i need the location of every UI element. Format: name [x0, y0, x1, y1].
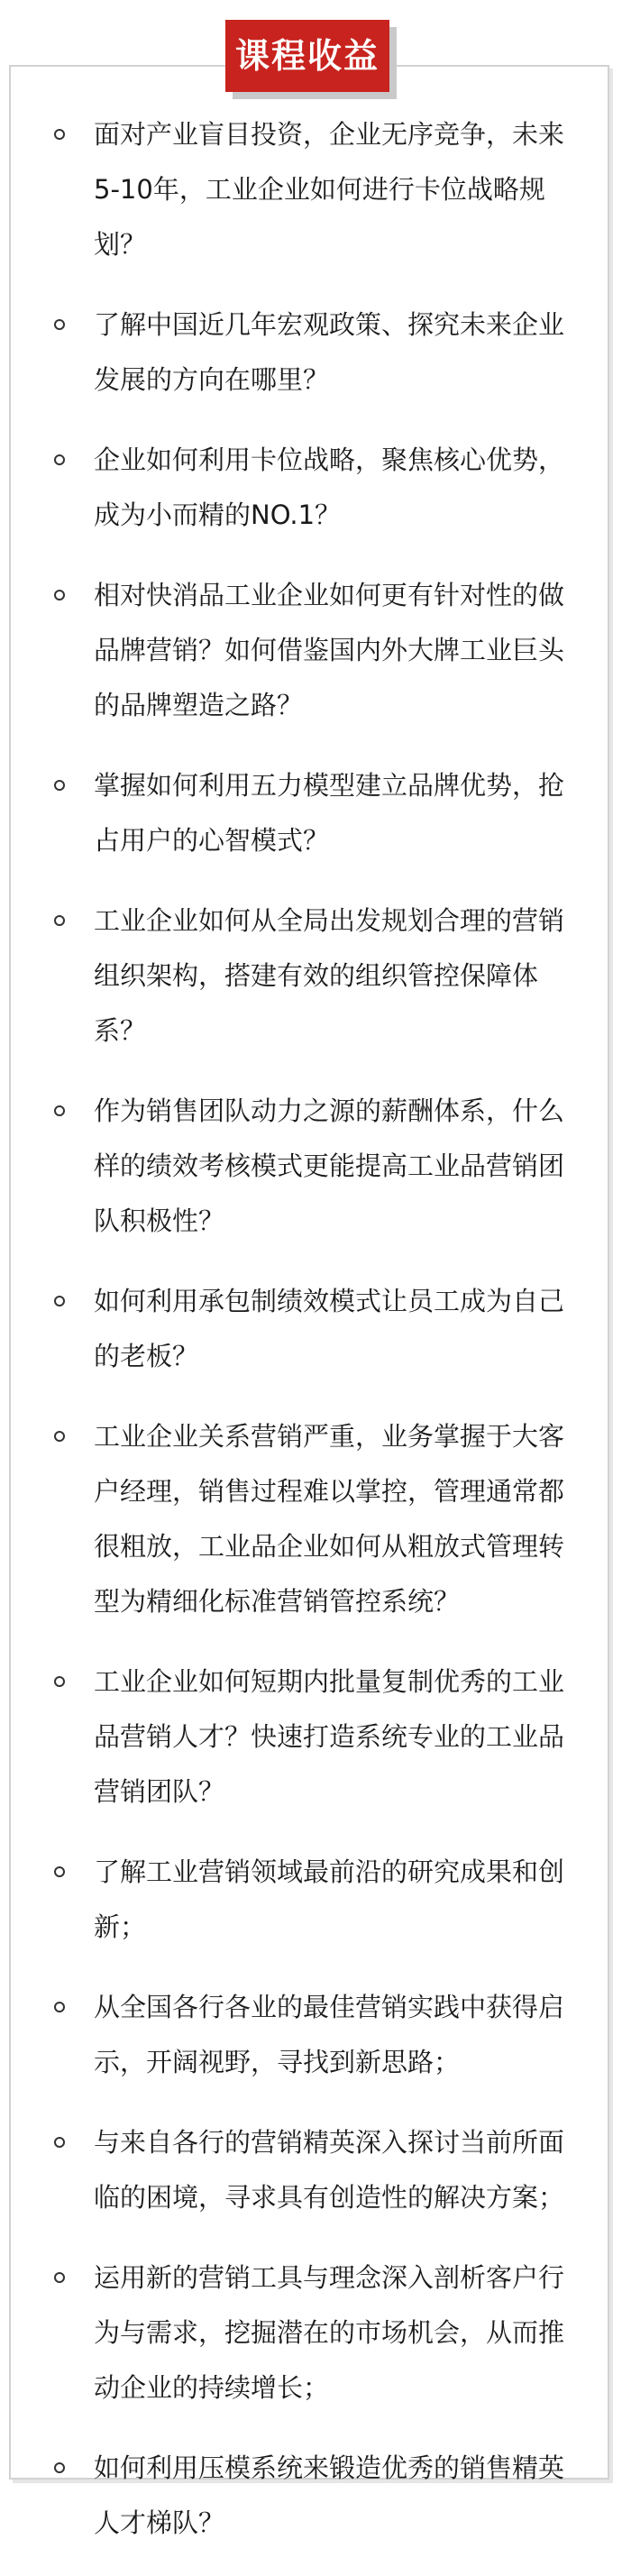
circle-bullet-icon	[54, 1431, 65, 1442]
circle-bullet-icon	[54, 780, 65, 791]
list-item	[11, 2441, 608, 2551]
list-item-text: 了解中国近几年宏观政策、探究未来企业发展的方向在哪里？	[94, 309, 565, 395]
list-item	[11, 568, 608, 733]
circle-bullet-icon	[54, 129, 65, 140]
benefits-card	[9, 65, 609, 2538]
circle-bullet-icon	[54, 1866, 65, 1877]
circle-bullet-icon	[54, 2002, 65, 2012]
list-item-text: 工业企业关系营销严重，业务掌握于大客户经理，销售过程难以掌控，管理通常都很粗放，工业品企业如何从粗放式管理转型为精细化标准营销管控系统？	[94, 1421, 565, 1617]
circle-bullet-icon	[54, 1676, 65, 1687]
section-title	[225, 20, 397, 99]
circle-bullet-icon	[54, 454, 65, 465]
list-item	[11, 2251, 608, 2416]
list-item	[11, 1084, 608, 1249]
list-item-text: 从全国各行各业的最佳营销实践中获得启示，开阔视野，寻找到新思路；	[94, 1992, 565, 2077]
circle-bullet-icon	[54, 2462, 65, 2473]
list-item-text: 工业企业如何短期内批量复制优秀的工业品营销人才？快速打造系统专业的工业品营销团队？	[94, 1666, 565, 1807]
benefits-list	[11, 107, 608, 2576]
list-item	[11, 894, 608, 1059]
list-item-text: 工业企业如何从全局出发规划合理的营销组织架构，搭建有效的组织管控保障体系？	[94, 905, 565, 1046]
list-item-text: 了解工业营销领域最前沿的研究成果和创新；	[94, 1856, 565, 1942]
list-item-text: 运用新的营销工具与理念深入剖析客户行为与需求，挖掘潜在的市场机会，从而推动企业的持续增长；	[94, 2262, 565, 2403]
circle-bullet-icon	[54, 2272, 65, 2283]
list-item-text: 如何利用压模系统来锻造优秀的销售精英人才梯队？	[94, 2452, 565, 2538]
circle-bullet-icon	[54, 590, 65, 600]
list-item	[11, 1274, 608, 1384]
list-item	[11, 1980, 608, 2090]
list-item-text: 与来自各行的营销精英深入探讨当前所面临的困境，寻求具有创造性的解决方案；	[94, 2127, 565, 2213]
circle-bullet-icon	[54, 915, 65, 926]
list-item-text: 如何利用承包制绩效模式让员工成为自己的老板？	[94, 1286, 565, 1371]
circle-bullet-icon	[54, 1105, 65, 1116]
list-item-text: 相对快消品工业企业如何更有针对性的做品牌营销？如何借鉴国内外大牌工业巨头的品牌塑造之路？	[94, 580, 565, 720]
circle-bullet-icon	[54, 319, 65, 330]
list-item-text: 企业如何利用卡位战略，聚焦核心优势，成为小而精的NO.1？	[94, 445, 565, 530]
circle-bullet-icon	[54, 2137, 65, 2148]
list-item-text: 面对产业盲目投资，企业无序竞争，未来5-10年，工业企业如何进行卡位战略规划？	[94, 119, 565, 260]
list-item	[11, 758, 608, 868]
list-item	[11, 107, 608, 272]
list-item	[11, 1655, 608, 1820]
title-badge: 课程收益	[225, 20, 389, 92]
list-item	[11, 298, 608, 408]
circle-bullet-icon	[54, 1296, 65, 1306]
list-item-text: 掌握如何利用五力模型建立品牌优势，抢占用户的心智模式？	[94, 770, 565, 856]
list-item-text: 作为销售团队动力之源的薪酬体系，什么样的绩效考核模式更能提高工业品营销团队积极性？	[94, 1095, 565, 1236]
list-item	[11, 1845, 608, 1955]
list-item	[11, 2115, 608, 2225]
list-item	[11, 433, 608, 543]
list-item	[11, 1409, 608, 1629]
